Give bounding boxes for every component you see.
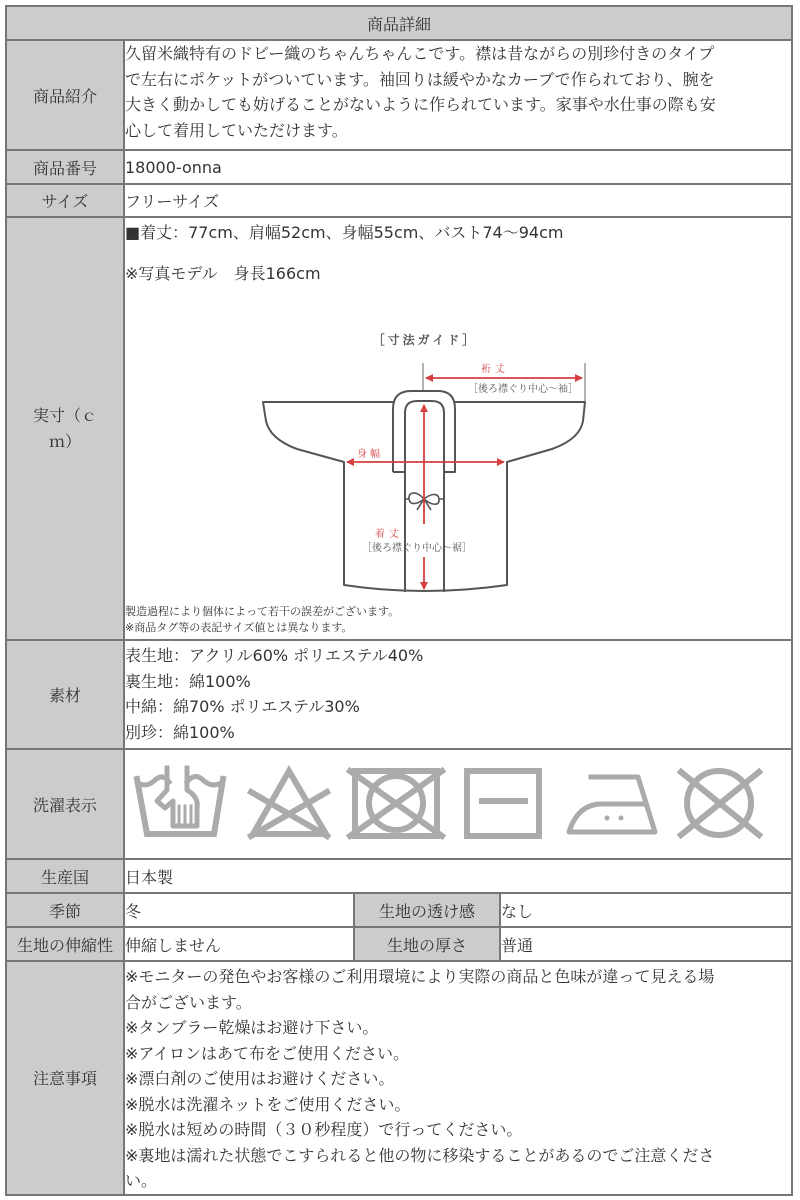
measurements-label: 実寸（ｃｍ） [32,405,97,451]
size-guide-title: ［寸法ガイド］ [372,333,478,347]
size-note: 製造過程により個体によって若干の誤差がございます。 [125,605,400,618]
sheerness-value: なし [500,893,792,927]
iron-medium-icon [569,777,655,832]
hand-wash-icon [137,768,223,834]
flat-dry-icon [467,771,539,836]
length-label: 着丈 [375,529,403,540]
notes-line: ※脱水は短めの時間（３０秒程度）で行ってください。 [125,1120,523,1139]
season-label: 季節 [6,893,124,927]
origin-label: 生産国 [6,859,124,893]
table-title: 商品詳細 [6,6,792,40]
care-symbols [124,749,792,859]
season-value: 冬 [124,893,354,927]
notes-line: ※脱水は洗濯ネットをご使用ください。 [125,1094,411,1114]
measurements-label-cell [6,217,124,640]
notes-line: 合がございます。 [125,992,252,1012]
care-label: 洗濯表示 [6,749,124,859]
material-value [124,640,792,749]
material-line: 中綿：綿70% ポリエステル30% [125,697,360,716]
material-line: 別珍：綿100% [125,722,235,742]
notes-line: ※漂白剤のご使用はお避けください。 [125,1069,395,1088]
intro-line: 心して着用していただけます。 [125,120,348,140]
thickness-value: 普通 [500,927,792,961]
intro-line: で左右にポケットがついています。袖回りは緩やかなカーブで作られており、腕を [125,69,715,89]
no-dry-clean-icon [681,771,759,835]
model-height-text: ※写真モデル 身長166cm [125,264,321,283]
size-value: フリーサイズ [124,184,792,217]
no-bleach-icon [251,771,327,836]
material-line: 表生地：アクリル60% ポリエステル40% [125,646,424,665]
intro-line: 久留米織特有のドビー織のちゃんちゃんこです。襟は昔ながらの別珍付きのタイプ [125,44,715,63]
sheerness-label: 生地の透け感 [354,893,500,927]
dimensions-text: ■着丈：77cm、肩幅52cm、身幅55cm、バスト74～94cm [125,223,564,242]
notes-label: 注意事項 [6,961,124,1195]
notes-line: ※モニターの発色やお客様のご利用環境により実際の商品と色味が違って見える場 [125,967,715,986]
thickness-label: 生地の厚さ [354,927,500,961]
stretch-label: 生地の伸縮性 [6,927,124,961]
intro-line: 大きく動かしても妨げることがないように作られています。家事や水仕事の際も安 [125,95,716,114]
notes-line: ※裏地は濡れた状態でこすられると他の物に移染することがあるのでご注意くださ [125,1145,715,1165]
notes-line: ※タンブラー乾燥はお避け下さい。 [125,1018,379,1037]
body-width-label: 身幅 [357,449,383,460]
material-line: 裏生地：綿100% [125,671,251,691]
no-tumble-dry-icon [350,771,442,836]
intro-value [124,40,792,150]
notes-line: い。 [125,1171,158,1190]
origin-value: 日本製 [124,859,792,893]
size-note: ※商品タグ等の表記サイズ値とは異なります。 [125,621,353,634]
product-number-label: 商品番号 [6,150,124,184]
intro-label: 商品紹介 [6,40,124,150]
notes-value [124,961,792,1195]
stretch-value: 伸縮しません [124,927,354,961]
sleeve-length-note: ［後ろ襟ぐり中心～袖］ [468,384,578,395]
measurements-value [124,217,792,640]
material-label: 素材 [6,640,124,749]
product-details-table [5,5,793,1196]
notes-line: ※アイロンはあて布をご使用ください。 [125,1043,409,1063]
product-number-value: 18000-onna [124,150,792,184]
size-label: サイズ [6,184,124,217]
length-note: ［後ろ襟ぐり中心～裾］ [362,543,472,554]
sleeve-length-label: 裄丈 [481,364,509,375]
